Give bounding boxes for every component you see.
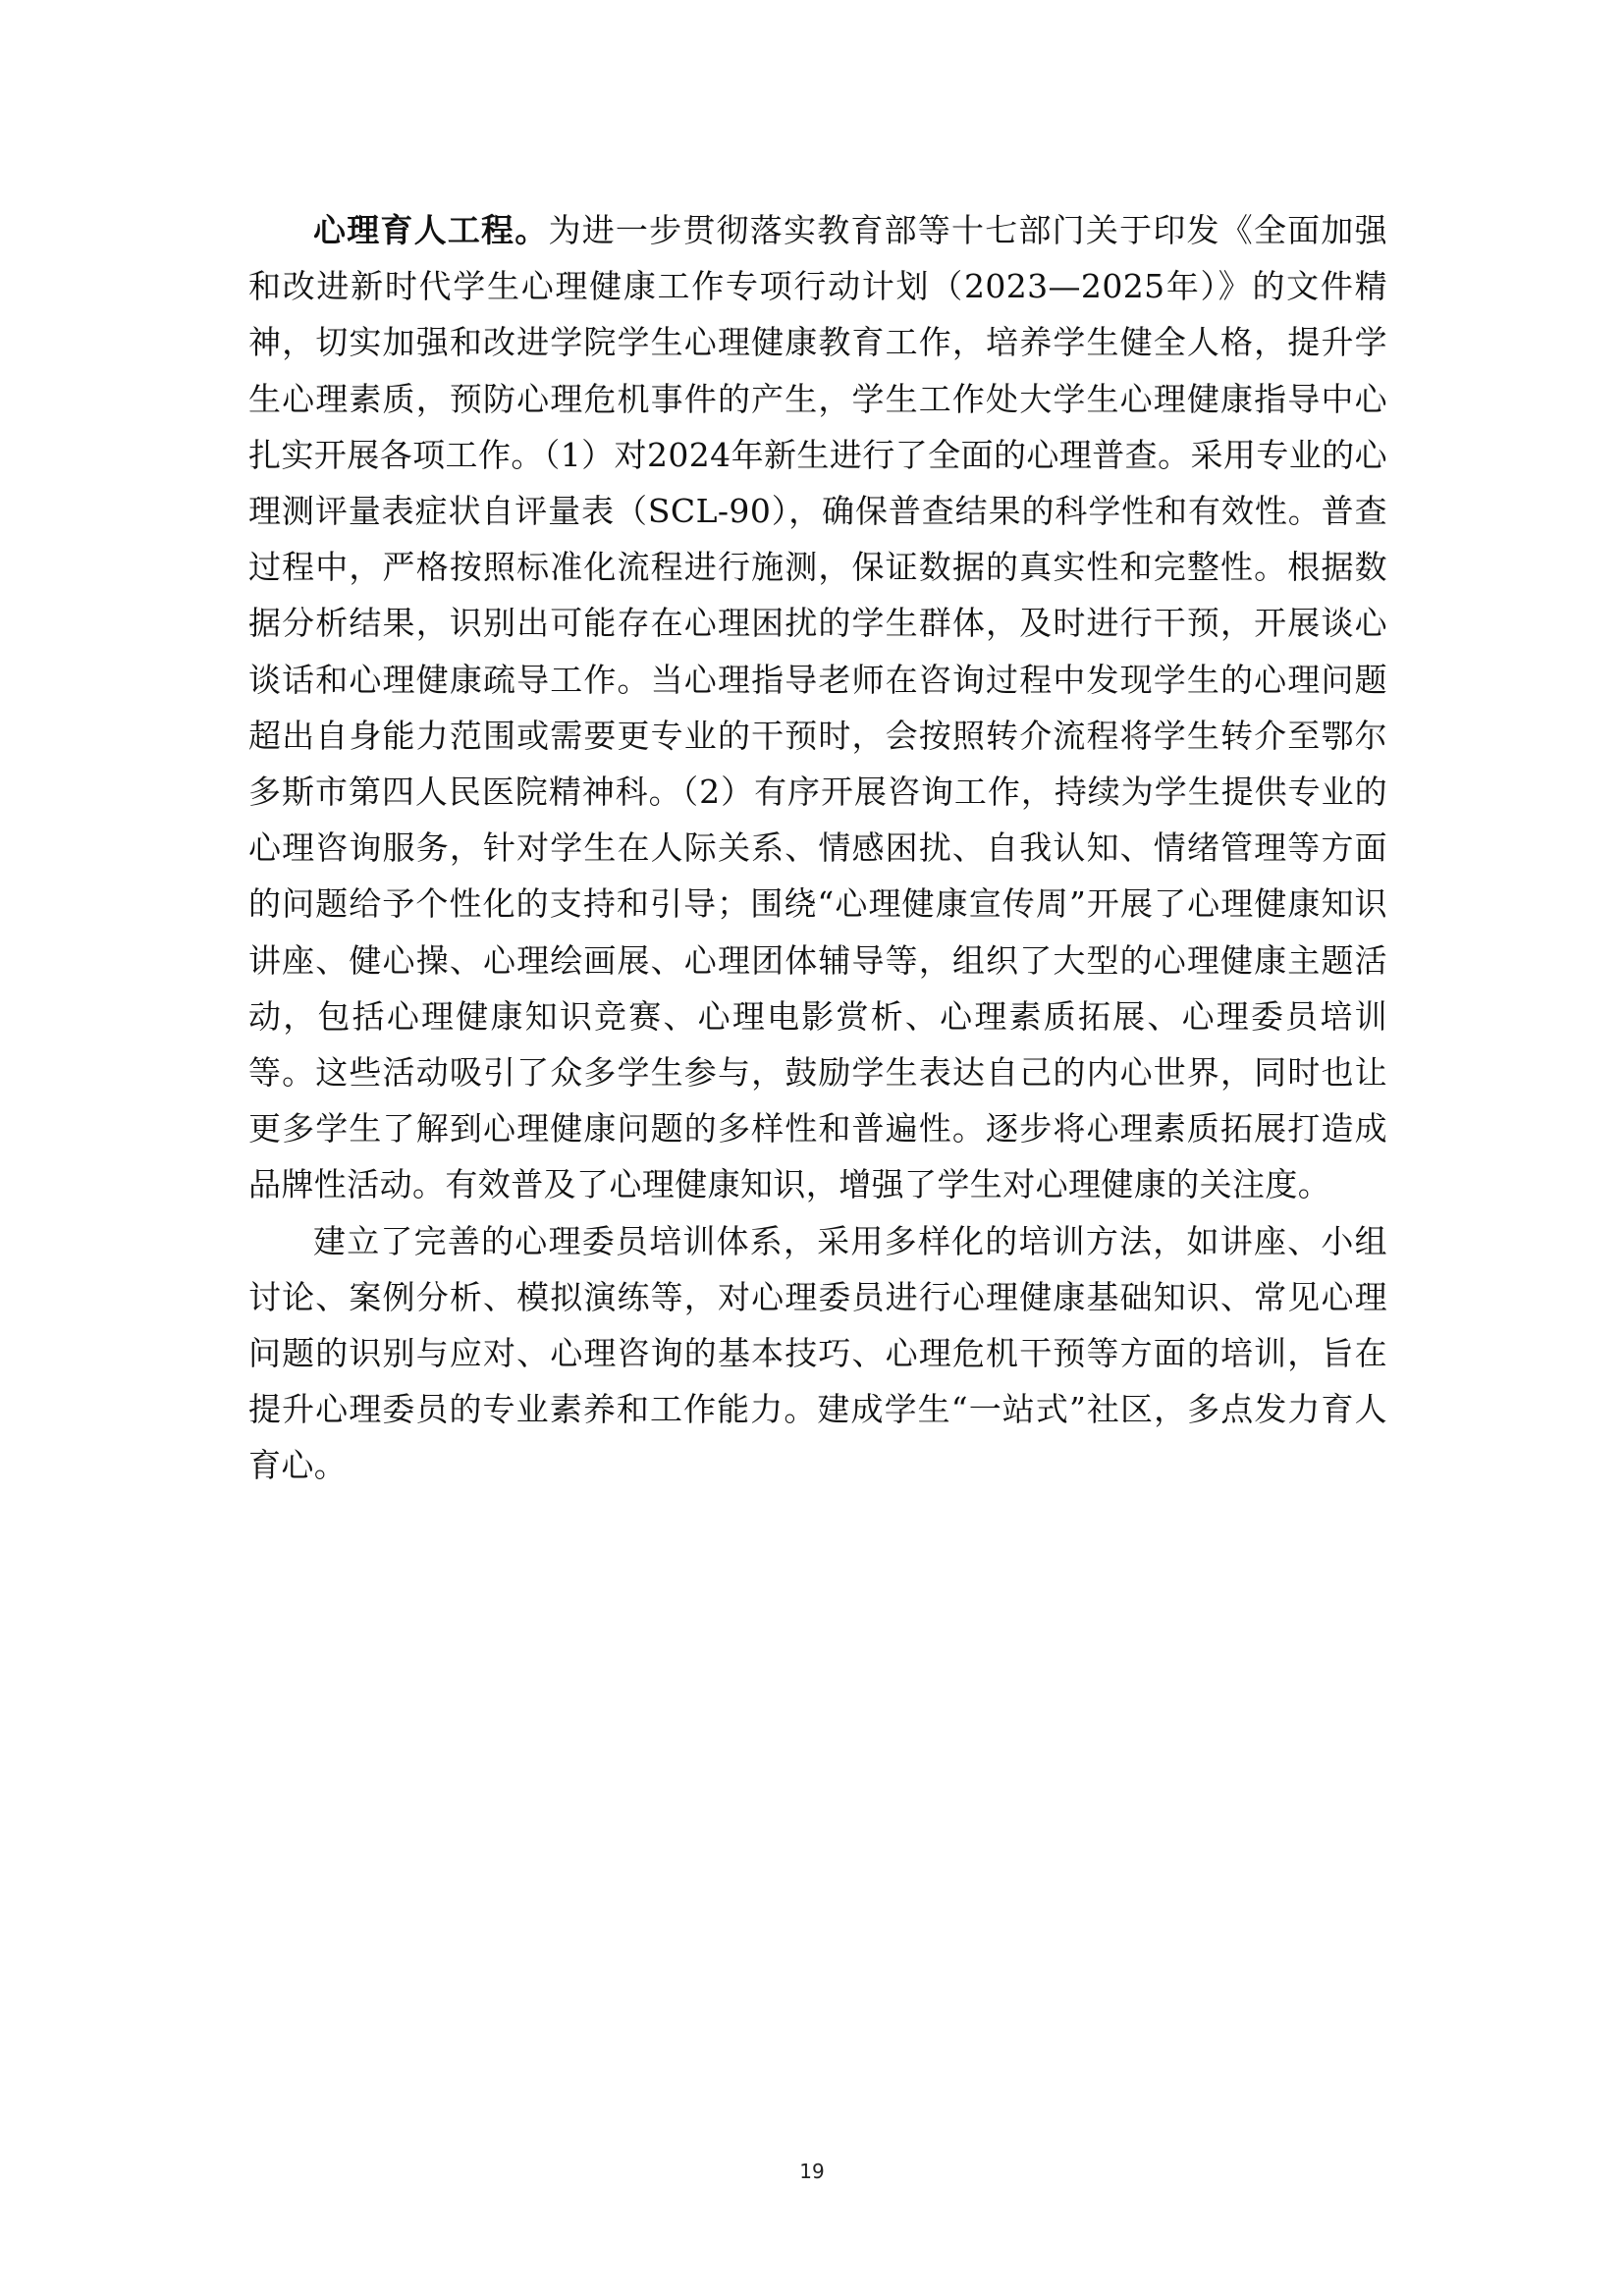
paragraph-body-text: 为进一步贯彻落实教育部等十七部门关于印发《全面加强和改进新时代学生心理健康工作专项行动计划（2023—2025年）》的文件精神，切实加强和改进学院学生心理健康教育工作，培养学生健全人格，提升学生心理素质，预防心理危机事件的产生，学生工作处大学生心理健康指导中心扎实开展各项工作。（1）对2024年新生进行了全面的心理普查。采用专业的心理测评量表症状自评量表（SCL-90），确保普查结果的科学性和有效性。普查过程中，严格按照标准化流程进行施测，保证数据的真实性和完整性。根据数据分析结果，识别出可能存在心理困扰的学生群体，及时进行干预，开展谈心谈话和心理健康疏导工作。当心理指导老师在咨询过程中发现学生的心理问题超出自身能力范围或需要更专业的干预时，会按照转介流程将学生转介至鄂尔多斯市第四人民医院精神科。（2）有序开展咨询工作，持续为学生提供专业的心理咨询服务，针对学生在人际关系、情感困扰、自我认知、情绪管理等方面的问题给予个性化的支持和引导；围绕“心理健康宣传周”开展了心理健康知识讲座、健心操、心理绘画展、心理团体辅导等，组织了大型的心理健康主题活动，包括心理健康知识竞赛、心理电影赏析、心理素质拓展、心理委员培训等。这些活动吸引了众多学生参与，鼓励学生表达自己的内心世界，同时也让更多学生了解到心理健康问题的多样性和普遍性。逐步将心理素质拓展打造成品牌性活动。有效普及了心理健康知识，增强了学生对心理健康的关注度。	[248, 211, 1387, 1204]
paragraph-body-text: 建立了完善的心理委员培训体系，采用多样化的培训方法，如讲座、小组讨论、案例分析、模拟演练等，对心理委员进行心理健康基础知识、常见心理问题的识别与应对、心理咨询的基本技巧、心理危机干预等方面的培训，旨在提升心理委员的专业素养和工作能力。建成学生“一站式”社区，多点发力育人育心。	[248, 1221, 1387, 1485]
page-number: 19	[799, 2160, 825, 2183]
paragraph-committee-training	[248, 1213, 1387, 1494]
paragraph-lead-heading: 心理育人工程。	[313, 211, 549, 249]
paragraph-psychological-education	[248, 202, 1387, 1213]
body-text	[248, 202, 1387, 1494]
